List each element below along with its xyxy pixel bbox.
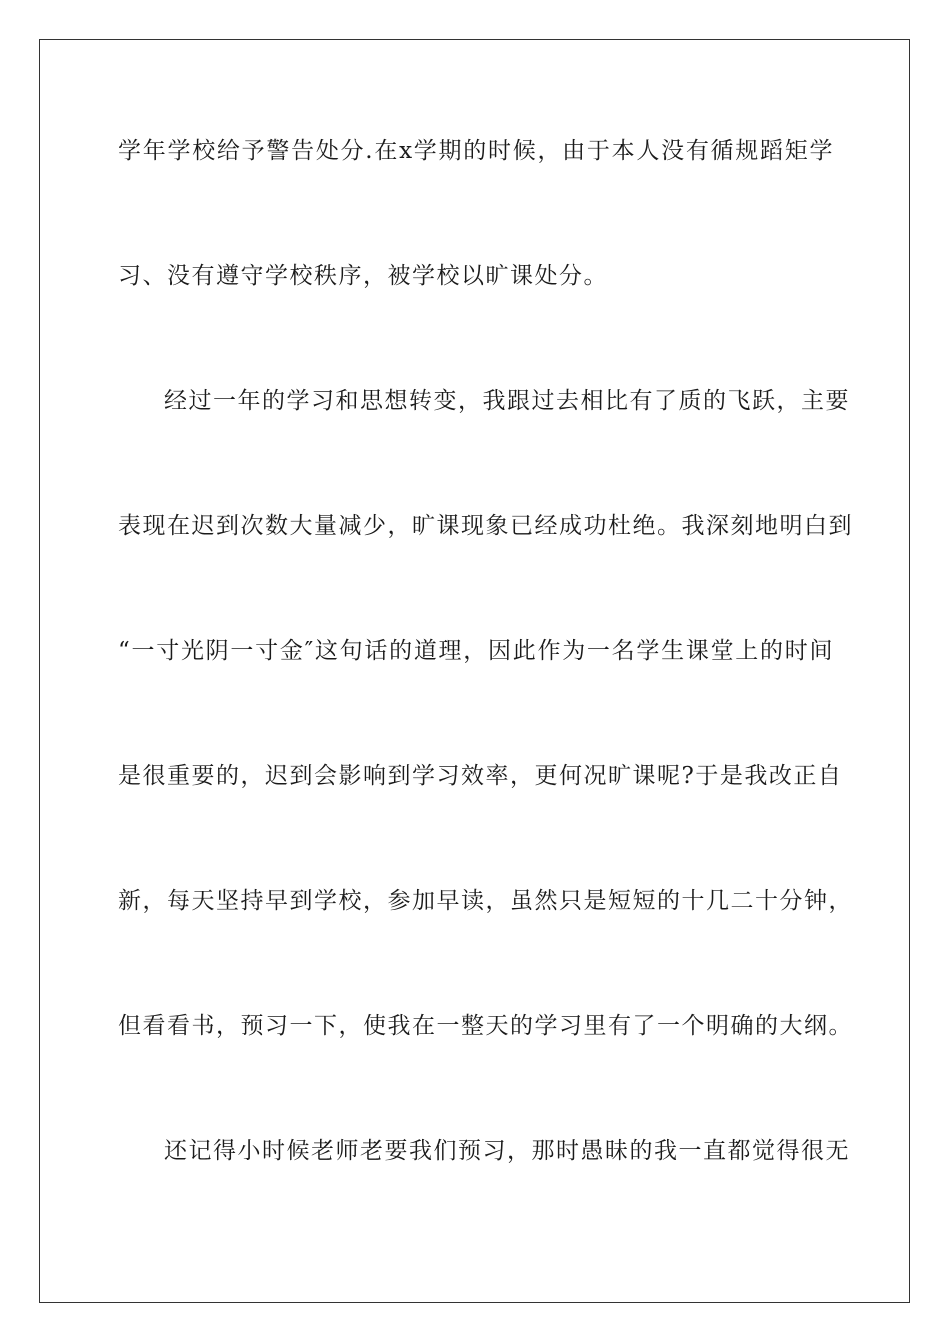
paragraph-start-line: 经过一年的学习和思想转变，我跟过去相比有了质的飞跃，主要 <box>164 388 850 414</box>
text-line-8: 但看看书，预习一下，使我在一整天的学习里有了一个明确的大纲。 <box>118 1013 853 1039</box>
text-line-6: 是很重要的，迟到会影响到学习效率，更何况旷课呢?于是我改正自 <box>118 763 843 789</box>
text-line-1: 学年学校给予警告处分.在x学期的时候，由于本人没有循规蹈矩学 <box>118 138 834 164</box>
text-line-7: 新，每天坚持早到学校，参加早读，虽然只是短短的十几二十分钟， <box>118 888 853 914</box>
text-line-2: 习、没有遵守学校秩序，被学校以旷课处分。 <box>118 263 608 289</box>
paragraph-start-line: 还记得小时候老师老要我们预习，那时愚昧的我一直都觉得很无 <box>164 1138 850 1164</box>
page-border <box>39 39 910 1303</box>
text-line-4: 表现在迟到次数大量减少，旷课现象已经成功杜绝。我深刻地明白到 <box>118 513 853 539</box>
text-line-5: “一寸光阴一寸金″这句话的道理，因此作为一名学生课堂上的时间 <box>118 638 834 664</box>
